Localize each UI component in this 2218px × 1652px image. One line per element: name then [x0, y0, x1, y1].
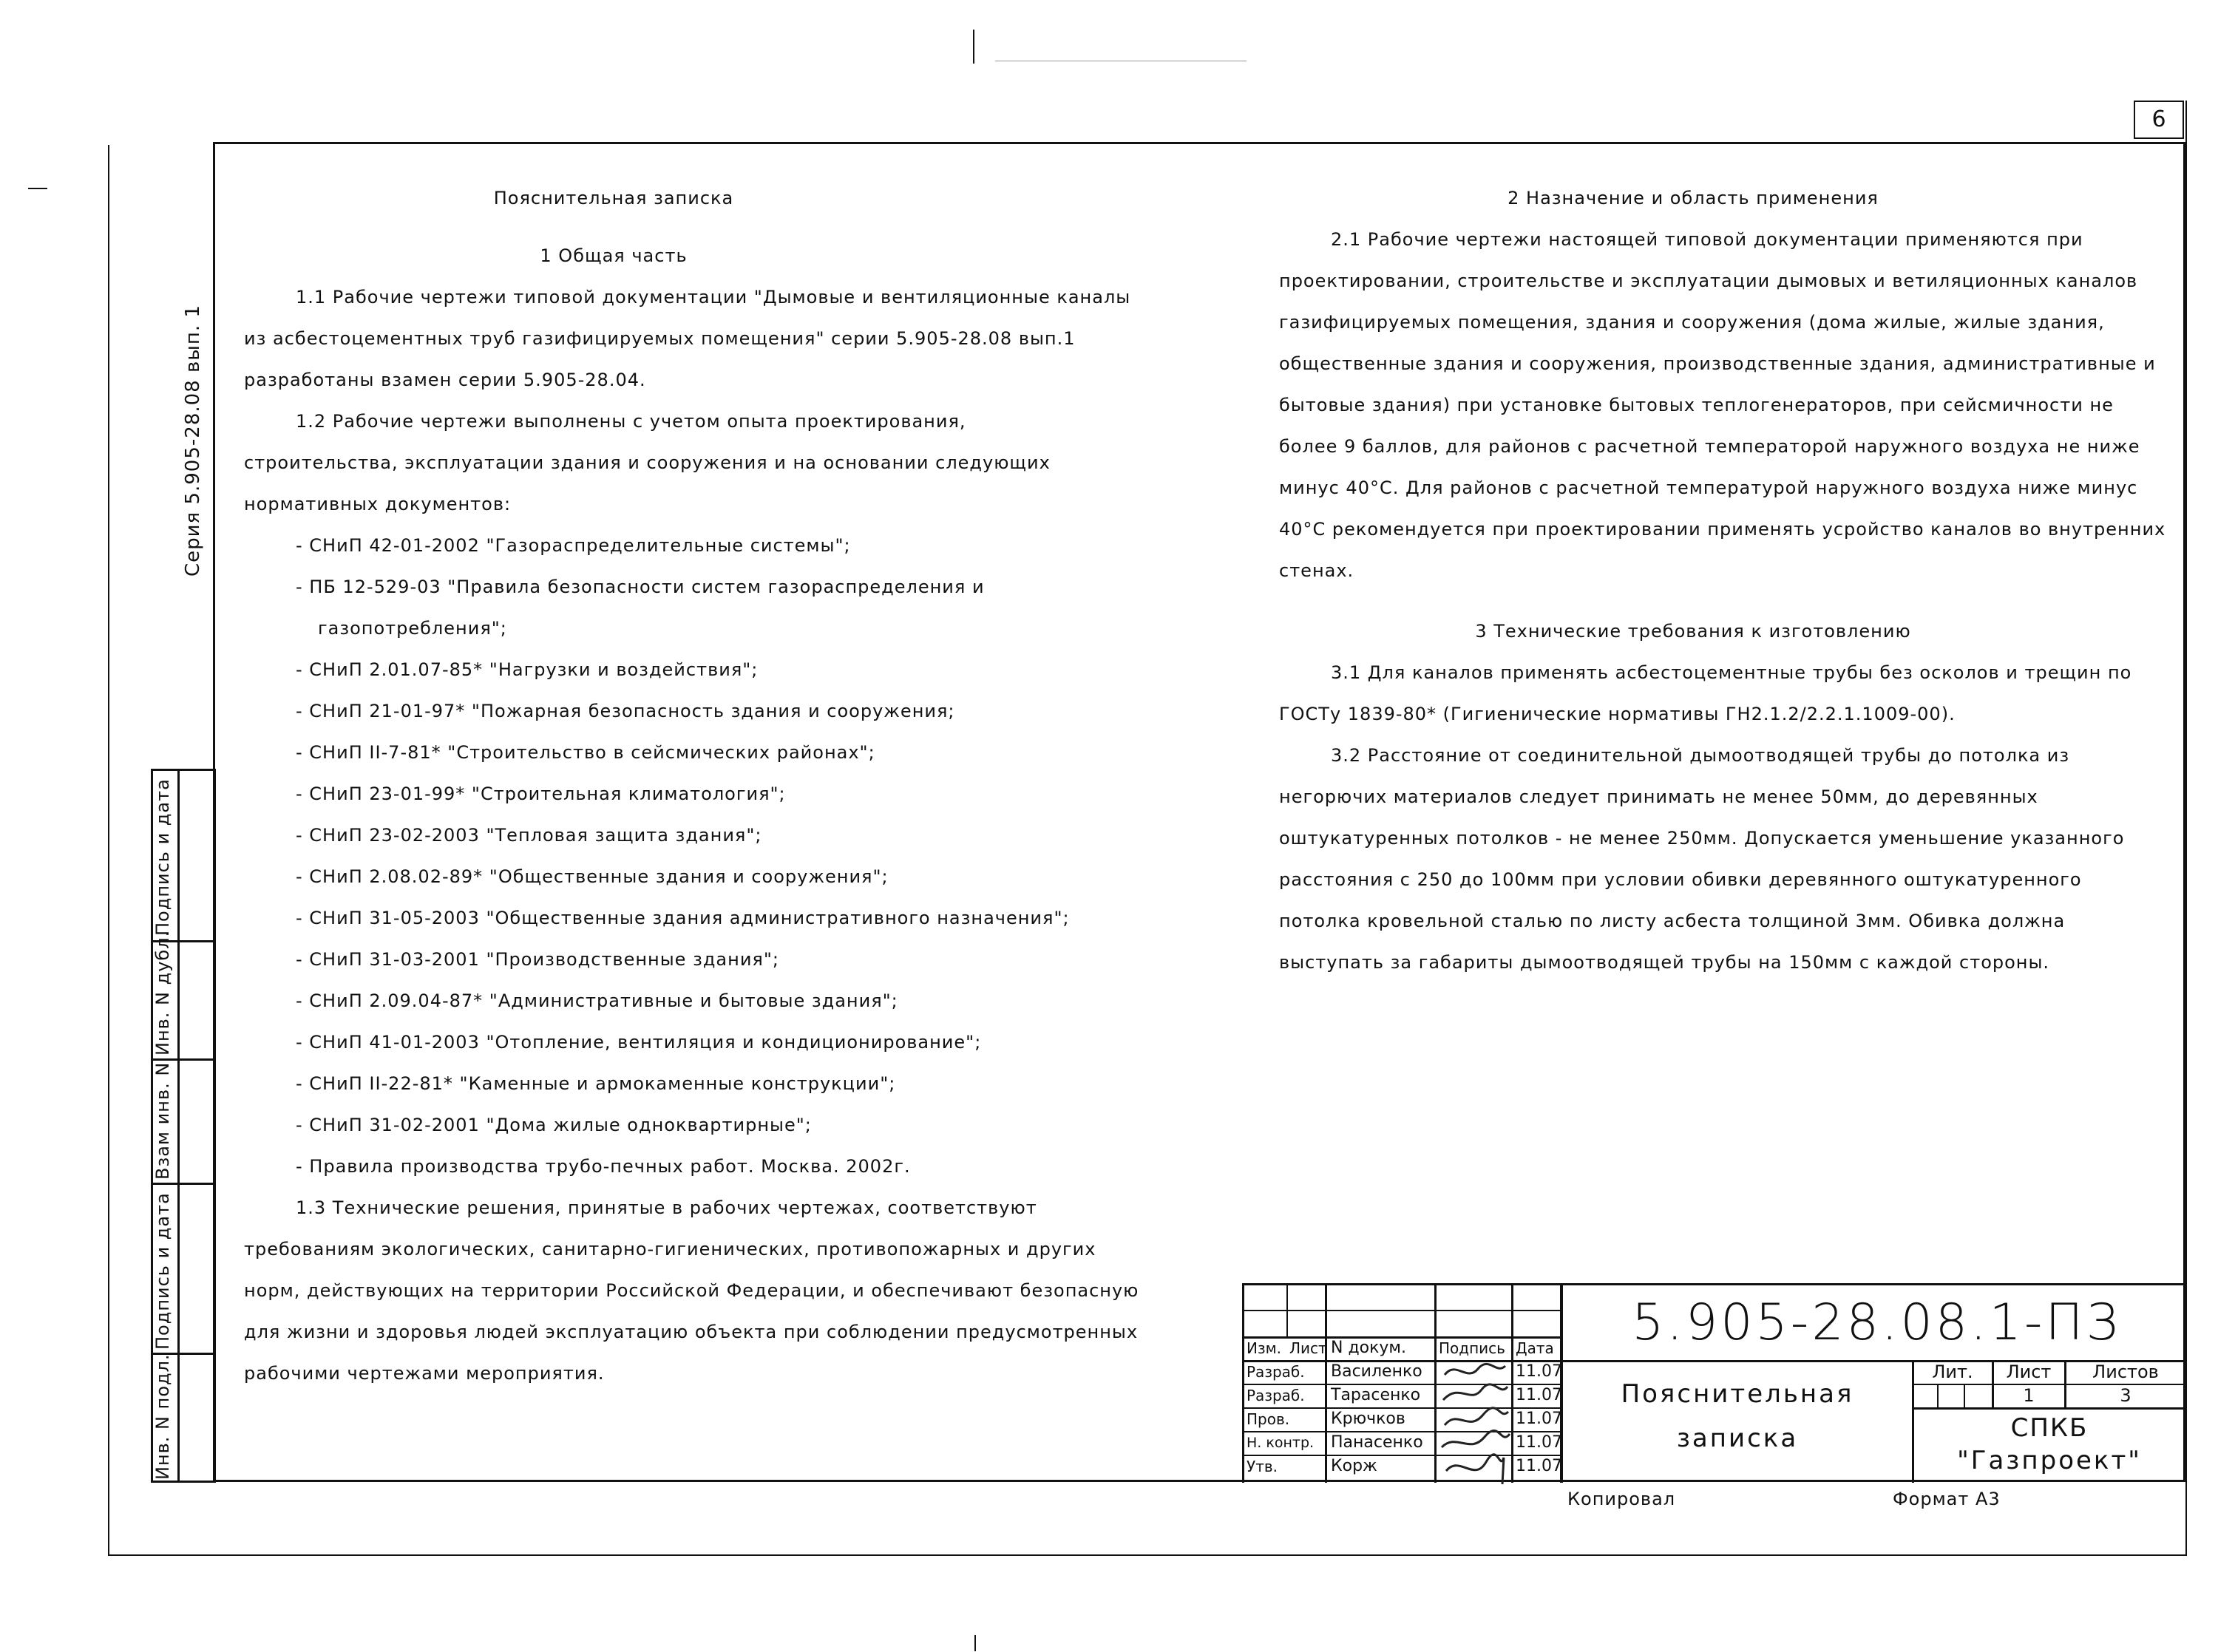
section-2-heading: 2 Назначение и область применения: [1508, 188, 1879, 208]
text-line: 1.3 Технические решения, принятые в рабочих чертежах, соответствуют: [296, 1197, 1037, 1218]
tb-date-5: 11.07: [1516, 1457, 1562, 1475]
text-line: стенах.: [1279, 560, 1354, 581]
tb-header-podpis: Подпись: [1439, 1339, 1505, 1357]
document-title-line1: Пояснительная: [1621, 1379, 1854, 1409]
text-line: для жизни и здоровья людей эксплуатацию объекта при соблюдении предусмотренных: [244, 1322, 1139, 1342]
text-line: из асбестоцементных труб газифицируемых помещения" серии 5.905-28.08 вып.1: [244, 328, 1076, 349]
tb-header-list: Лист: [1289, 1339, 1327, 1357]
tb-name-3: Крючков: [1331, 1410, 1405, 1428]
tb-header-data: Дата: [1516, 1339, 1554, 1357]
signatures-graphic: [1437, 1360, 1511, 1486]
section-1-heading: 1 Общая часть: [540, 245, 688, 266]
text-line: - СНиП 23-02-2003 "Тепловая защита здания";: [296, 825, 762, 846]
listov-label: Листов: [2092, 1362, 2159, 1382]
tb-name-4: Панасенко: [1331, 1433, 1423, 1452]
tb-date-4: 11.07: [1516, 1433, 1562, 1452]
tb-name-5: Корж: [1331, 1457, 1377, 1475]
tb-role-2: Разраб.: [1247, 1387, 1305, 1404]
tb-role-4: Н. контр.: [1247, 1435, 1315, 1451]
text-line: - ПБ 12-529-03 "Правила безопасности систем газораспределения и: [296, 577, 985, 597]
tb-date-2: 11.07: [1516, 1386, 1562, 1404]
text-line: газифицируемых помещения, здания и сооружения (дома жилые, жилые здания,: [1279, 312, 2105, 333]
text-line: - СНиП 23-01-99* "Строительная климатология";: [296, 783, 786, 804]
section-3-heading: 3 Технические требования к изготовлению: [1475, 621, 1911, 642]
text-line: 1.2 Рабочие чертежи выполнены с учетом опыта проектирования,: [296, 411, 966, 432]
organization-line2: "Газпроект": [1957, 1446, 2142, 1475]
tb-date-3: 11.07: [1516, 1410, 1562, 1428]
side-field-signature-date: Подпись и дата: [152, 778, 173, 936]
text-line: минус 40°С. Для районов с расчетной температурой наружного воздуха ниже минус: [1279, 477, 2138, 498]
text-line: газопотребления";: [318, 618, 507, 639]
scan-mark-top: [973, 30, 974, 64]
left-body: [244, 276, 1168, 1394]
text-line: бытовые здания) при установке бытовых теплогенераторов, при сейсмичности не: [1279, 395, 2114, 415]
text-line: - СНиП 31-03-2001 "Производственные здания";: [296, 949, 779, 970]
tb-header-ndoc: N докум.: [1331, 1339, 1407, 1357]
side-stamp-sep2: [151, 1058, 216, 1061]
text-line: 40°С рекомендуется при проектировании применять усройство каналов во внутренних: [1279, 519, 2166, 540]
text-line: 3.1 Для каналов применять асбестоцементные трубы без осколов и трещин по: [1331, 662, 2132, 683]
text-line: 3.2 Расстояние от соединительной дымоотводящей трубы до потолка из: [1331, 745, 2070, 766]
lit-label: Лит.: [1932, 1362, 1973, 1382]
text-line: рабочими чертежами мероприятия.: [244, 1363, 605, 1384]
text-line: - СНиП 2.09.04-87* "Административные и бытовые здания";: [296, 990, 898, 1011]
text-line: выступать за габариты дымоотводящей трубы на 150мм с каждой стороны.: [1279, 952, 2050, 973]
text-line: требованиям экологических, санитарно-гигиенических, противопожарных и других: [244, 1239, 1096, 1260]
section-3-body: [1279, 652, 2174, 983]
side-field-inv-dubl: Инв. N дубл.: [152, 930, 173, 1056]
trim-line-bottom: [108, 1554, 2187, 1556]
text-line: - СНиП 21-01-97* "Пожарная безопасность здания и сооружения;: [296, 701, 955, 721]
side-field-vzam-inv: Взам инв. N: [152, 1061, 173, 1180]
tb-header-izm: Изм.: [1247, 1339, 1282, 1357]
text-line: - СНиП 42-01-2002 "Газораспределительные системы";: [296, 535, 851, 556]
text-line: 1.1 Рабочие чертежи типовой документации "Дымовые и вентиляционные каналы: [296, 287, 1131, 307]
text-line: - СНиП II-7-81* "Строительство в сейсмических районах";: [296, 742, 875, 763]
list-label: Лист: [2006, 1362, 2052, 1382]
tb-role-5: Утв.: [1247, 1458, 1278, 1475]
text-line: - СНиП 31-02-2001 "Дома жилые одноквартирные";: [296, 1115, 812, 1135]
scan-mark-bottom: [974, 1635, 976, 1651]
document-title: Пояснительная записка: [493, 188, 734, 208]
trim-line-left: [108, 145, 109, 1555]
text-line: - СНиП 2.08.02-89* "Общественные здания и сооружения";: [296, 866, 889, 887]
format-label: Формат А3: [1893, 1489, 2001, 1509]
left-column: [244, 177, 1168, 1394]
text-line: негорючих материалов следует принимать не менее 50мм, до деревянных: [1279, 786, 2038, 807]
document-title-line2: записка: [1676, 1424, 1799, 1453]
text-line: норм, действующих на территории Российской Федерации, и обеспечивают безопасную: [244, 1280, 1139, 1301]
text-line: разработаны взамен серии 5.905-28.04.: [244, 370, 646, 390]
document-code: 5.905-28.08.1-ПЗ: [1632, 1294, 2121, 1352]
text-line: ГОСТу 1839-80* (Гигиенические нормативы ГН2.1.2/2.2.1.1009-00).: [1279, 704, 1956, 724]
tb-name-1: Василенко: [1331, 1362, 1422, 1381]
organization-line1: СПКБ: [2010, 1413, 2089, 1443]
tb-role-1: Разраб.: [1247, 1363, 1305, 1381]
side-stamp-sep3: [151, 1183, 216, 1185]
text-line: потолка кровельной сталью по листу асбеста толщиной 3мм. Обивка должна: [1279, 911, 2066, 931]
text-line: строительства, эксплуатации здания и сооружения и на основании следующих: [244, 452, 1051, 473]
series-label: Серия 5.905-28.08 вып. 1: [182, 305, 204, 577]
right-column: [1279, 177, 2174, 983]
text-line: - Правила производства трубо-печных работ. Москва. 2002г.: [296, 1156, 911, 1177]
copied-label: Копировал: [1567, 1489, 1676, 1509]
title-block: [1242, 1283, 2185, 1483]
section-2-body: [1279, 219, 2174, 591]
tb-role-3: Пров.: [1247, 1410, 1290, 1428]
tb-date-1: 11.07: [1516, 1362, 1562, 1381]
text-line: нормативных документов:: [244, 494, 512, 514]
side-field-signature-date-2: Подпись и дата: [152, 1192, 173, 1350]
side-stamp-divider: [177, 769, 180, 1483]
text-line: расстояния с 250 до 100мм при условии обивки деревянного оштукатуренного: [1279, 869, 2082, 890]
tb-name-2: Тарасенко: [1331, 1386, 1421, 1404]
trim-line-right: [2185, 101, 2187, 1555]
side-field-inv-podl: Инв. N подл.: [152, 1353, 173, 1480]
text-line: - СНиП II-22-81* "Каменные и армокаменные конструкции";: [296, 1073, 896, 1094]
page-number: 6: [2151, 106, 2166, 132]
text-line: общественные здания и сооружения, производственные здания, административные и: [1279, 353, 2156, 374]
text-line: оштукатуренных потолков - не менее 250мм. Допускается уменьшение указанного: [1279, 828, 2125, 849]
text-line: - СНиП 31-05-2003 "Общественные здания административного назначения";: [296, 908, 1070, 928]
text-line: проектировании, строительстве и эксплуатации дымовых и ветиляционных каналов: [1279, 271, 2138, 291]
text-line: 2.1 Рабочие чертежи настоящей типовой документации применяются при: [1331, 229, 2083, 250]
text-line: более 9 баллов, для районов с расчетной температорой наружного воздуха не ниже: [1279, 436, 2140, 457]
text-line: - СНиП 41-01-2003 "Отопление, вентиляция и кондиционирование";: [296, 1032, 982, 1053]
listov-value: 3: [2120, 1385, 2131, 1406]
scan-mark-left: [28, 188, 47, 189]
list-value: 1: [2023, 1385, 2035, 1406]
text-line: - СНиП 2.01.07-85* "Нагрузки и воздействия";: [296, 659, 759, 680]
